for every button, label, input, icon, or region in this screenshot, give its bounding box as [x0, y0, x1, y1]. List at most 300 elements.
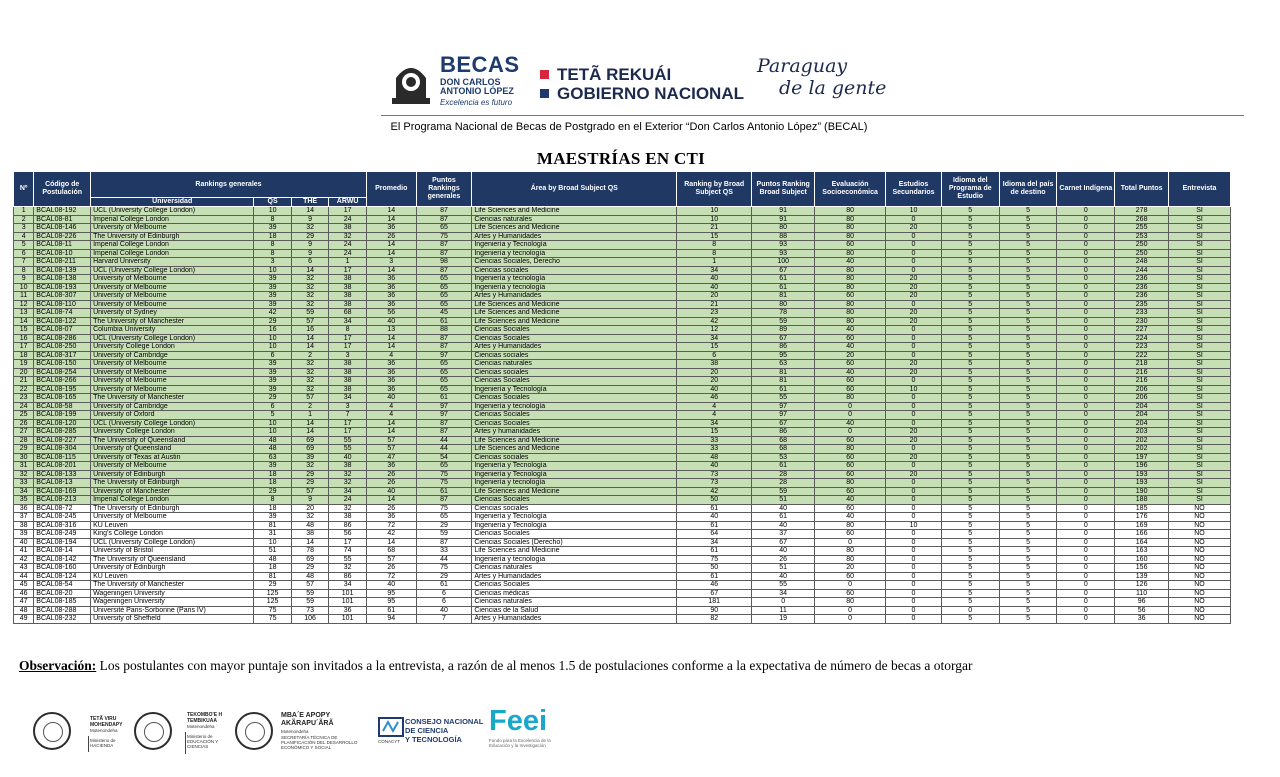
table-cell: 80: [815, 283, 886, 292]
table-cell: NO: [1169, 521, 1231, 530]
table-cell: 34: [14, 487, 34, 496]
table-cell: 45: [416, 309, 472, 318]
table-cell: Imperial College London: [91, 215, 254, 224]
table-cell: 0: [1057, 224, 1115, 233]
table-cell: 204: [1115, 402, 1169, 411]
table-cell: 8: [329, 326, 367, 335]
table-cell: 60: [815, 436, 886, 445]
table-cell: 28: [752, 470, 815, 479]
table-cell: 5: [999, 343, 1057, 352]
table-cell: 11: [14, 292, 34, 301]
table-cell: 4: [366, 402, 416, 411]
table-cell: 40: [815, 419, 886, 428]
table-cell: 5: [941, 266, 999, 275]
table-cell: 34: [752, 589, 815, 598]
table-cell: University of Melbourne: [91, 292, 254, 301]
table-cell: 0: [1057, 530, 1115, 539]
table-cell: 10: [14, 283, 34, 292]
table-cell: 24: [329, 496, 367, 505]
table-cell: 0: [1057, 207, 1115, 216]
table-cell: University of Edinburgh: [91, 564, 254, 573]
table-cell: Ingeniería y tecnología: [472, 249, 677, 258]
table-cell: 236: [1115, 283, 1169, 292]
table-cell: SI: [1169, 445, 1231, 454]
gobierno-logo: [540, 65, 744, 103]
table-cell: 0: [1057, 326, 1115, 335]
table-cell: 0: [1057, 402, 1115, 411]
table-cell: BCAL08-245: [34, 513, 91, 522]
table-cell: 81: [752, 368, 815, 377]
table-cell: 80: [815, 215, 886, 224]
table-cell: 224: [1115, 334, 1169, 343]
table-cell: 48: [14, 606, 34, 615]
table-cell: 216: [1115, 377, 1169, 386]
table-cell: 1: [677, 258, 752, 267]
table-cell: 28: [752, 479, 815, 488]
table-cell: 5: [999, 275, 1057, 284]
conacyt-logo-icon: [378, 717, 404, 737]
table-cell: 0: [1057, 241, 1115, 250]
table-cell: 5: [999, 232, 1057, 241]
table-cell: 38: [329, 377, 367, 386]
table-cell: BCAL08-169: [34, 487, 91, 496]
table-cell: 15: [677, 232, 752, 241]
table-cell: Life Sciences and Medicine: [472, 300, 677, 309]
table-cell: BCAL08-193: [34, 283, 91, 292]
table-cell: 69: [291, 555, 329, 564]
table-cell: 65: [416, 368, 472, 377]
table-cell: 16: [254, 326, 292, 335]
table-cell: 60: [815, 385, 886, 394]
table-cell: 6: [254, 402, 292, 411]
table-row: [14, 309, 1231, 318]
table-cell: University of Sheffield: [91, 615, 254, 624]
table-cell: 40: [677, 462, 752, 471]
table-cell: The University of Edinburgh: [91, 479, 254, 488]
table-cell: 10: [886, 385, 942, 394]
table-cell: 32: [329, 564, 367, 573]
table-cell: 81: [752, 377, 815, 386]
table-cell: 16: [14, 334, 34, 343]
hacienda-name-2: MOHENDAPY: [90, 722, 123, 728]
paraguay-seal-icon: [235, 712, 273, 750]
paraguay-line2: de la gente: [779, 77, 887, 99]
table-cell: 0: [1057, 487, 1115, 496]
table-cell: 110: [1115, 589, 1169, 598]
table-cell: 5: [999, 564, 1057, 573]
table-cell: 12: [677, 326, 752, 335]
table-cell: SI: [1169, 207, 1231, 216]
table-cell: Wageningen University: [91, 589, 254, 598]
table-cell: SI: [1169, 326, 1231, 335]
table-cell: 29: [291, 470, 329, 479]
table-cell: 0: [886, 598, 942, 607]
table-cell: 101: [329, 589, 367, 598]
table-cell: University of Manchester: [91, 487, 254, 496]
table-cell: 5: [941, 615, 999, 624]
table-cell: 36: [1115, 615, 1169, 624]
table-cell: 5: [999, 521, 1057, 530]
table-cell: 17: [329, 538, 367, 547]
table-cell: UCL (University College London): [91, 266, 254, 275]
conacyt-line3: Y TECNOLOGÍA: [405, 735, 462, 744]
table-cell: 0: [1057, 351, 1115, 360]
table-cell: NO: [1169, 547, 1231, 556]
table-cell: NO: [1169, 615, 1231, 624]
table-cell: BCAL08-58: [34, 402, 91, 411]
table-cell: 196: [1115, 462, 1169, 471]
table-cell: Life Sciences and Medicine: [472, 224, 677, 233]
table-cell: 61: [752, 513, 815, 522]
table-cell: 46: [14, 589, 34, 598]
table-cell: 40: [815, 513, 886, 522]
table-cell: 80: [815, 317, 886, 326]
table-cell: 29: [254, 487, 292, 496]
col-arwu: ARWU: [329, 198, 367, 207]
table-cell: 65: [416, 385, 472, 394]
table-cell: University of Bristol: [91, 547, 254, 556]
table-cell: Ciencias sociales: [472, 504, 677, 513]
table-cell: 23: [677, 309, 752, 318]
paraguay-logo: [757, 55, 886, 99]
table-cell: 60: [815, 504, 886, 513]
table-cell: 5: [999, 462, 1057, 471]
table-cell: Ingeniería y Tecnología: [472, 470, 677, 479]
table-row: [14, 368, 1231, 377]
table-cell: 5: [254, 411, 292, 420]
table-cell: 61: [752, 462, 815, 471]
table-cell: Life Sciences and Medicine: [472, 436, 677, 445]
table-cell: 0: [1057, 411, 1115, 420]
table-cell: 204: [1115, 419, 1169, 428]
table-row: [14, 538, 1231, 547]
table-cell: 0: [886, 615, 942, 624]
table-cell: BCAL08-14: [34, 547, 91, 556]
table-cell: 17: [329, 343, 367, 352]
table-cell: 38: [329, 275, 367, 284]
table-cell: 44: [416, 436, 472, 445]
table-row: [14, 351, 1231, 360]
table-cell: 93: [752, 241, 815, 250]
table-row: [14, 564, 1231, 573]
table-cell: 36: [366, 513, 416, 522]
table-cell: 48: [677, 453, 752, 462]
table-row: [14, 232, 1231, 241]
table-cell: King's College London: [91, 530, 254, 539]
table-row: [14, 275, 1231, 284]
table-cell: BCAL08-304: [34, 445, 91, 454]
table-cell: 41: [14, 547, 34, 556]
table-cell: 39: [254, 292, 292, 301]
table-cell: SI: [1169, 224, 1231, 233]
table-cell: Ciencias Sociales: [472, 377, 677, 386]
table-cell: BCAL08-307: [34, 292, 91, 301]
table-cell: 14: [366, 266, 416, 275]
paraguay-seal-icon: [134, 712, 172, 750]
table-cell: 56: [1115, 606, 1169, 615]
table-cell: Ciencias Sociales: [472, 411, 677, 420]
table-cell: 75: [416, 470, 472, 479]
col-puntos-rankings: Puntos Rankings generales: [416, 172, 472, 207]
table-cell: SI: [1169, 249, 1231, 258]
table-cell: 35: [14, 496, 34, 505]
table-cell: SI: [1169, 496, 1231, 505]
table-cell: 14: [366, 241, 416, 250]
table-cell: 75: [254, 606, 292, 615]
col-idioma-pais: Idioma del país de destino: [999, 172, 1057, 207]
table-row: [14, 572, 1231, 581]
table-cell: 39: [254, 360, 292, 369]
table-cell: 5: [941, 275, 999, 284]
table-cell: 5: [941, 241, 999, 250]
table-cell: 278: [1115, 207, 1169, 216]
table-cell: Harvard University: [91, 258, 254, 267]
table-cell: 20: [677, 377, 752, 386]
table-cell: 5: [999, 487, 1057, 496]
table-cell: 88: [416, 326, 472, 335]
table-cell: 74: [329, 547, 367, 556]
table-cell: 5: [999, 309, 1057, 318]
table-cell: 0: [1057, 521, 1115, 530]
table-cell: 97: [752, 402, 815, 411]
table-cell: 17: [329, 266, 367, 275]
table-cell: 15: [677, 343, 752, 352]
table-cell: BCAL08-120: [34, 419, 91, 428]
table-cell: BCAL08-133: [34, 470, 91, 479]
table-cell: The University of Manchester: [91, 317, 254, 326]
table-row: [14, 513, 1231, 522]
table-cell: 5: [941, 360, 999, 369]
table-cell: 236: [1115, 292, 1169, 301]
becas-tagline: Excelencia es futuro: [440, 98, 513, 107]
table-cell: 0: [815, 606, 886, 615]
table-cell: 17: [329, 428, 367, 437]
table-cell: 80: [815, 555, 886, 564]
table-cell: Life Sciences and Medicine: [472, 317, 677, 326]
table-row: [14, 547, 1231, 556]
table-cell: 63: [254, 453, 292, 462]
table-row: [14, 207, 1231, 216]
table-cell: 60: [815, 589, 886, 598]
table-cell: 55: [752, 394, 815, 403]
table-cell: 8: [14, 266, 34, 275]
table-row: [14, 411, 1231, 420]
table-cell: 39: [254, 462, 292, 471]
table-cell: 80: [815, 249, 886, 258]
table-cell: BCAL08-254: [34, 368, 91, 377]
table-cell: 61: [752, 385, 815, 394]
table-cell: BCAL08-211: [34, 258, 91, 267]
table-cell: 5: [999, 436, 1057, 445]
table-cell: SI: [1169, 283, 1231, 292]
table-cell: 38: [329, 368, 367, 377]
table-cell: 82: [677, 615, 752, 624]
table-cell: 5: [999, 360, 1057, 369]
table-cell: 61: [677, 572, 752, 581]
table-cell: 90: [677, 606, 752, 615]
table-cell: 98: [416, 258, 472, 267]
table-cell: 17: [329, 207, 367, 216]
table-cell: BCAL08-201: [34, 462, 91, 471]
table-cell: 20: [677, 368, 752, 377]
table-cell: 204: [1115, 411, 1169, 420]
table-cell: 39: [254, 513, 292, 522]
table-cell: The University of Queensland: [91, 436, 254, 445]
table-cell: 10: [254, 334, 292, 343]
table-cell: 3: [329, 402, 367, 411]
table-cell: 34: [677, 334, 752, 343]
table-row: [14, 615, 1231, 624]
table-cell: Artes y Humanidades: [472, 615, 677, 624]
table-cell: 33: [677, 436, 752, 445]
table-cell: 5: [941, 504, 999, 513]
table-cell: 0: [1057, 581, 1115, 590]
table-cell: 29: [291, 564, 329, 573]
table-cell: 125: [254, 598, 292, 607]
table-cell: Ingeniería y Tecnología: [472, 513, 677, 522]
table-cell: BCAL08-139: [34, 266, 91, 275]
table-cell: 38: [677, 360, 752, 369]
table-cell: 86: [329, 521, 367, 530]
table-cell: University of Edinburgh: [91, 470, 254, 479]
table-cell: 42: [14, 555, 34, 564]
table-cell: 4: [366, 351, 416, 360]
table-cell: 9: [14, 275, 34, 284]
table-cell: NO: [1169, 606, 1231, 615]
table-cell: 14: [291, 428, 329, 437]
table-cell: 26: [366, 232, 416, 241]
table-cell: 222: [1115, 351, 1169, 360]
table-cell: 0: [1057, 360, 1115, 369]
table-cell: 29: [416, 572, 472, 581]
program-name: El Programa Nacional de Becas de Postgrado en el Exterior “Don Carlos Antonio López” (BECAL): [390, 121, 868, 133]
table-cell: 0: [886, 249, 942, 258]
table-cell: 5: [999, 224, 1057, 233]
table-cell: 255: [1115, 224, 1169, 233]
table-cell: 0: [886, 326, 942, 335]
table-cell: KU Leuven: [91, 521, 254, 530]
table-cell: 80: [815, 445, 886, 454]
table-cell: 3: [14, 224, 34, 233]
table-cell: 0: [1057, 232, 1115, 241]
table-cell: 59: [291, 309, 329, 318]
table-cell: 37: [752, 530, 815, 539]
table-cell: University of Melbourne: [91, 283, 254, 292]
table-cell: 32: [291, 300, 329, 309]
table-cell: SI: [1169, 343, 1231, 352]
table-cell: 5: [999, 300, 1057, 309]
table-cell: 18: [254, 504, 292, 513]
table-cell: 97: [416, 351, 472, 360]
table-cell: BCAL08-249: [34, 530, 91, 539]
table-cell: 40: [752, 521, 815, 530]
table-cell: 80: [815, 479, 886, 488]
table-cell: 32: [291, 368, 329, 377]
mec-name-1: TEKOMBO'E H: [187, 712, 223, 718]
table-cell: 29: [254, 581, 292, 590]
table-cell: 18: [254, 479, 292, 488]
table-cell: 0: [886, 530, 942, 539]
table-cell: 80: [815, 394, 886, 403]
table-cell: 0: [815, 411, 886, 420]
table-cell: 55: [329, 555, 367, 564]
table-cell: Imperial College London: [91, 496, 254, 505]
table-cell: 38: [329, 385, 367, 394]
table-cell: 36: [366, 368, 416, 377]
table-cell: 20: [886, 283, 942, 292]
table-cell: 75: [416, 232, 472, 241]
table-cell: 30: [14, 453, 34, 462]
table-cell: 50: [677, 564, 752, 573]
table-cell: SI: [1169, 479, 1231, 488]
table-cell: Wageningen University: [91, 598, 254, 607]
table-cell: SI: [1169, 360, 1231, 369]
footer-divider: [185, 732, 186, 754]
gob-line1: TETÃ REKUÁI: [557, 65, 672, 84]
table-cell: 53: [752, 453, 815, 462]
table-cell: 40: [677, 283, 752, 292]
table-cell: 0: [941, 606, 999, 615]
col-ranking-broad: Ranking by Broad Subject QS: [677, 172, 752, 207]
table-cell: 5: [941, 445, 999, 454]
table-row: [14, 487, 1231, 496]
table-cell: BCAL08-285: [34, 428, 91, 437]
table-cell: NO: [1169, 564, 1231, 573]
table-cell: 14: [366, 215, 416, 224]
table-cell: 14: [291, 538, 329, 547]
table-cell: 0: [815, 581, 886, 590]
table-cell: 125: [254, 589, 292, 598]
table-cell: 10: [886, 207, 942, 216]
table-cell: 26: [366, 564, 416, 573]
table-cell: University College London: [91, 343, 254, 352]
table-cell: 97: [416, 402, 472, 411]
table-cell: 39: [254, 275, 292, 284]
table-cell: BCAL08-07: [34, 326, 91, 335]
table-cell: 4: [677, 402, 752, 411]
table-cell: 5: [941, 258, 999, 267]
table-cell: 5: [941, 411, 999, 420]
table-cell: 40: [815, 258, 886, 267]
table-cell: University of Melbourne: [91, 360, 254, 369]
table-cell: 80: [815, 207, 886, 216]
table-cell: 61: [677, 504, 752, 513]
table-cell: 101: [329, 615, 367, 624]
table-cell: 4: [677, 411, 752, 420]
table-cell: 21: [677, 300, 752, 309]
table-cell: 0: [886, 402, 942, 411]
table-cell: SI: [1169, 377, 1231, 386]
table-cell: 0: [815, 402, 886, 411]
table-cell: 5: [999, 334, 1057, 343]
table-cell: 156: [1115, 564, 1169, 573]
table-cell: 65: [416, 300, 472, 309]
table-cell: 17: [329, 419, 367, 428]
table-cell: 20: [14, 368, 34, 377]
table-cell: 2: [291, 402, 329, 411]
feei-logo: Feei: [489, 705, 548, 737]
table-cell: 19: [752, 615, 815, 624]
table-body: [14, 207, 1231, 624]
table-cell: 20: [886, 368, 942, 377]
table-cell: BCAL08-192: [34, 207, 91, 216]
table-cell: BCAL08-142: [34, 555, 91, 564]
table-cell: 86: [329, 572, 367, 581]
table-cell: 60: [815, 241, 886, 250]
table-cell: 0: [886, 343, 942, 352]
table-cell: 47: [366, 453, 416, 462]
hacienda-name-3: Motenondeha: [90, 728, 118, 733]
